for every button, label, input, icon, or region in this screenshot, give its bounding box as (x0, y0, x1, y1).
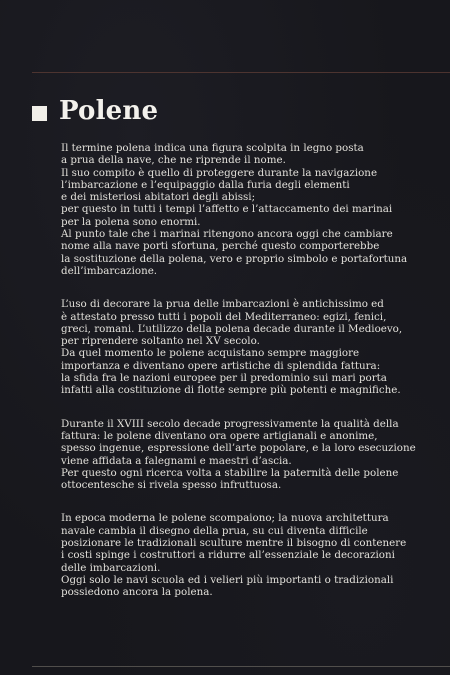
text-line: delle imbarcazioni. (61, 561, 161, 574)
text-line: Il termine polena indica una figura scolpita in legno posta (61, 142, 364, 154)
text-line: a prua della nave, che ne riprende il nome. (61, 154, 286, 167)
text-line: fattura: le polene diventano ora opere artigianali e anonime, (61, 429, 378, 442)
panel-header (32, 92, 158, 130)
text-line: Al punto tale che i marinai ritengono ancora oggi che cambiare (61, 228, 393, 241)
paragraph-1 (61, 142, 441, 277)
panel-body (61, 142, 441, 620)
text-line: infatti alla costituzione di flotte sempre più potenti e magnifiche. (61, 384, 401, 397)
text-line: è attestato presso tutti i popoli del Mediterraneo: egizi, fenici, (61, 310, 387, 323)
text-line: In epoca moderna le polene scompaiono; la nuova architettura (61, 512, 389, 525)
text-line: greci, romani. L’utilizzo della polena decade durante il Medioevo, (61, 322, 403, 335)
text-line: Da quel momento le polene acquistano sempre maggiore (61, 347, 360, 360)
text-line: Durante il XVIII secolo decade progressivamente la qualità della (61, 417, 399, 430)
text-line: navale cambia il disegno della prua, su cui diventa difficile (61, 524, 368, 537)
text-line: Il suo compito è quello di proteggere durante la navigazione (61, 166, 378, 179)
square-bullet-icon (32, 106, 47, 121)
panel-title: Polene (59, 96, 159, 126)
text-line: per questo in tutti i tempi l’affetto e l’attaccamento dei marinai (61, 203, 393, 216)
text-line: nome alla nave porti sfortuna, perché questo comporterebbe (61, 240, 380, 253)
text-line: l’imbarcazione e l’equipaggio dalla furia degli elementi (61, 178, 350, 191)
paragraph-4 (61, 512, 441, 598)
text-line: e dei misteriosi abitatori degli abissi; (61, 191, 256, 204)
text-line: Per questo ogni ricerca volta a stabilire la paternità delle polene (61, 466, 399, 479)
text-line: per la polena sono enormi. (61, 215, 201, 228)
paragraph-2 (61, 298, 441, 396)
bottom-divider (32, 666, 450, 667)
text-line: viene affidata a falegnami e maestri d’ascia. (61, 454, 292, 467)
text-line: importanza e diventano opere artistiche di splendida fattura: (61, 359, 381, 372)
text-line: posizionare le tradizionali sculture mentre il bisogno di contenere (61, 537, 407, 550)
text-line: la sostituzione della polena, vero e proprio simbolo e portafortuna (61, 252, 408, 265)
text-line: spesso ingenue, espressione dell’arte popolare, e la loro esecuzione (61, 442, 416, 455)
text-line: dell’imbarcazione. (61, 264, 158, 277)
text-line: per riprendere soltanto nel XV secolo. (61, 335, 260, 348)
text-line: possiedono ancora la polena. (61, 586, 213, 599)
paragraph-3 (61, 418, 441, 492)
text-line: Oggi solo le navi scuola ed i velieri più importanti o tradizionali (61, 573, 394, 586)
top-divider (32, 72, 450, 73)
text-line: la sfida fra le nazioni europee per il predominio sui mari porta (61, 372, 387, 385)
text-line: i costi spinge i costruttori a ridurre all’essenziale le decorazioni (61, 549, 395, 562)
text-line: L’uso di decorare la prua delle imbarcazioni è antichissimo ed (61, 298, 384, 311)
text-line: ottocentesche si rivela spesso infruttuosa. (61, 479, 282, 492)
